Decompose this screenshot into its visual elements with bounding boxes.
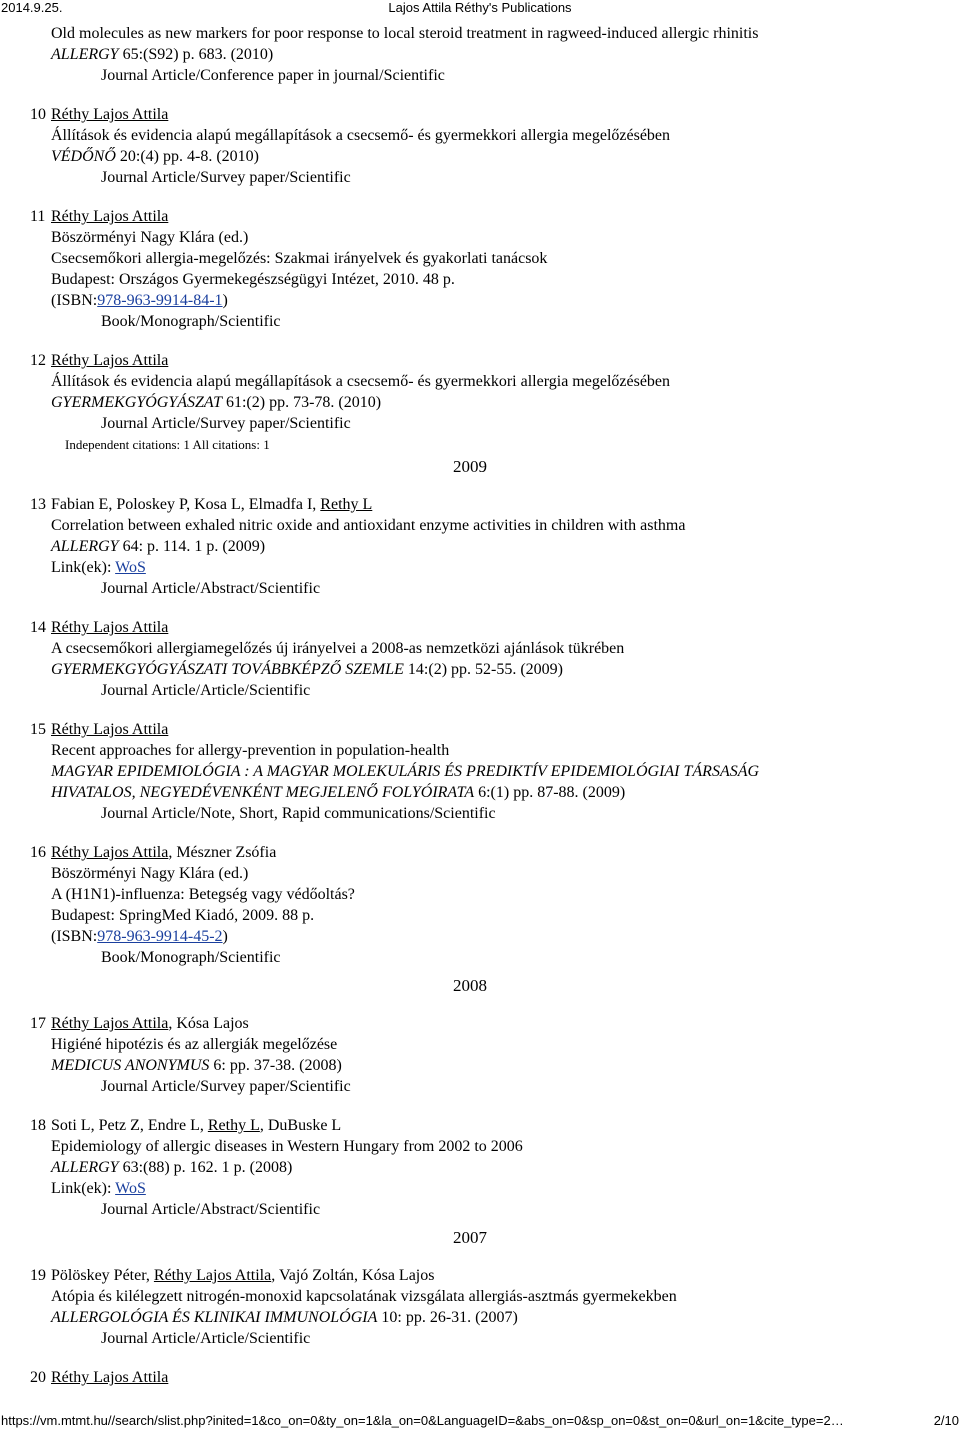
- page-number: 2/10: [933, 1413, 959, 1428]
- pub-number: 14: [30, 619, 46, 636]
- pub-title: Epidemiology of allergic diseases in Western Hungary from 2002 to 2006: [51, 1138, 523, 1155]
- pub-title: Állítások és evidencia alapú megállapítások a csecsemő- és gyermekkori allergia megelőzésében: [51, 127, 671, 144]
- pub-title: Correlation between exhaled nitric oxide and antioxidant enzyme activities in children with asthma: [51, 517, 686, 534]
- pub-details: 6:(1) pp. 87-88. (2009): [474, 784, 626, 801]
- pub-authors: [0, 842, 960, 863]
- isbn-suffix: ): [222, 292, 228, 309]
- publication-entry: [0, 1367, 960, 1388]
- author-names: , Kósa Lajos: [168, 1015, 249, 1032]
- pub-number: 18: [30, 1117, 46, 1134]
- publication-entry: [0, 617, 960, 701]
- pub-details: 61:(2) pp. 73-78. (2010): [221, 394, 382, 411]
- pub-authors: [0, 350, 960, 371]
- pub-number: 11: [30, 208, 46, 225]
- author-link[interactable]: Réthy Lajos Attila: [51, 844, 169, 861]
- pub-editor: Böszörményi Nagy Klára (ed.): [51, 865, 249, 882]
- pub-type: Journal Article/Abstract/Scientific: [101, 1201, 321, 1218]
- publication-entry: [0, 719, 960, 824]
- pub-journal: GYERMEKGYÓGYÁSZATI TOVÁBBKÉPZŐ SZEMLE: [51, 661, 404, 678]
- author-link[interactable]: Réthy Lajos Attila: [51, 106, 169, 123]
- pub-type: Journal Article/Survey paper/Scientific: [101, 169, 351, 186]
- publication-entry: [0, 104, 960, 188]
- publication-list: [0, 23, 960, 1388]
- author-names: Soti L, Petz Z, Endre L,: [51, 1117, 208, 1134]
- pub-publisher: Budapest: Országos Gyermekegészségügyi Intézet, 2010. 48 p.: [51, 271, 455, 288]
- pub-number: 10: [30, 106, 46, 123]
- pub-source: [0, 782, 960, 803]
- pub-journal: MAGYAR EPIDEMIOLÓGIA : A MAGYAR MOLEKULÁRIS ÉS PREDIKTÍV EPIDEMIOLÓGIAI TÁRSASÁG: [51, 763, 760, 780]
- pub-links: [0, 1178, 960, 1199]
- isbn-link[interactable]: 978-963-9914-84-1: [97, 292, 223, 309]
- pub-details: 63:(88) p. 162. 1 p. (2008): [118, 1159, 293, 1176]
- pub-source: [0, 146, 960, 167]
- pub-source: [0, 659, 960, 680]
- pub-isbn: [0, 926, 960, 947]
- pub-journal: ALLERGOLÓGIA ÉS KLINIKAI IMMUNOLÓGIA: [51, 1309, 378, 1326]
- pub-details: 6: pp. 37-38. (2008): [209, 1057, 342, 1074]
- author-link[interactable]: Réthy Lajos Attila: [51, 1369, 169, 1386]
- pub-journal: HIVATALOS, NEGYEDÉVENKÉNT MEGJELENŐ FOLYÓIRATA: [51, 784, 475, 801]
- author-names: , Mészner Zsófia: [168, 844, 277, 861]
- links-label: Link(ek):: [51, 1180, 116, 1197]
- pub-type: Journal Article/Note, Short, Rapid communications/Scientific: [101, 805, 496, 822]
- pub-authors: [0, 1265, 960, 1286]
- pub-isbn: [0, 290, 960, 311]
- citation-counts: Independent citations: 1 All citations: 1: [65, 437, 270, 452]
- wos-link[interactable]: WoS: [115, 1180, 146, 1197]
- pub-title: Old molecules as new markers for poor response to local steroid treatment in ragweed-induced allergic rhinitis: [51, 25, 759, 42]
- pub-authors: [0, 1367, 960, 1388]
- pub-type: Journal Article/Article/Scientific: [101, 1330, 311, 1347]
- publication-entry: [0, 350, 960, 455]
- pub-journal: GYERMEKGYÓGYÁSZAT: [51, 394, 222, 411]
- pub-source: [0, 1157, 960, 1178]
- isbn-suffix: ): [222, 928, 228, 945]
- author-names: , DuBuske L: [259, 1117, 342, 1134]
- pub-number: 17: [30, 1015, 46, 1032]
- pub-authors: [0, 1115, 960, 1136]
- publication-entry: [0, 206, 960, 332]
- wos-link[interactable]: WoS: [115, 559, 146, 576]
- pub-number: 15: [30, 721, 46, 738]
- author-link[interactable]: Réthy Lajos Attila: [51, 1015, 169, 1032]
- publication-entry: [0, 23, 960, 86]
- isbn-prefix: (ISBN:: [51, 292, 98, 309]
- page-title: Lajos Attila Réthy's Publications: [388, 0, 572, 15]
- pub-type: Journal Article/Abstract/Scientific: [101, 580, 321, 597]
- author-link[interactable]: Rethy L: [320, 496, 373, 513]
- pub-authors: [0, 494, 960, 515]
- publication-entry: [0, 1265, 960, 1349]
- year-heading: 2009: [453, 457, 487, 476]
- author-link[interactable]: Réthy Lajos Attila: [153, 1267, 272, 1284]
- pub-journal-line: [0, 761, 960, 782]
- pub-number: 16: [30, 844, 46, 861]
- author-link[interactable]: Réthy Lajos Attila: [51, 352, 169, 369]
- pub-number: 19: [30, 1267, 46, 1284]
- publication-entry: [0, 1013, 960, 1097]
- author-names: , Vajó Zoltán, Kósa Lajos: [271, 1267, 435, 1284]
- pub-publisher: Budapest: SpringMed Kiadó, 2009. 88 p.: [51, 907, 315, 924]
- pub-details: 65:(S92) p. 683. (2010): [118, 46, 274, 63]
- pub-title: Recent approaches for allergy-prevention in population-health: [51, 742, 450, 759]
- pub-number: 12: [30, 352, 46, 369]
- pub-authors: [0, 206, 960, 227]
- pub-source: [0, 392, 960, 413]
- pub-type: Journal Article/Conference paper in journal/Scientific: [101, 67, 445, 84]
- pub-source: [0, 536, 960, 557]
- pub-journal: ALLERGY: [51, 1159, 119, 1176]
- pub-authors: [0, 617, 960, 638]
- publication-entry: [0, 1115, 960, 1220]
- pub-authors: [0, 1013, 960, 1034]
- pub-authors: [0, 719, 960, 740]
- print-header: [0, 0, 960, 14]
- print-date: 2014.9.25.: [1, 0, 63, 15]
- year-heading: 2008: [453, 976, 487, 995]
- publication-entry: [0, 842, 960, 968]
- publication-entry: [0, 494, 960, 599]
- pub-journal: ALLERGY: [51, 46, 119, 63]
- isbn-link[interactable]: 978-963-9914-45-2: [97, 928, 223, 945]
- pub-editor: Böszörményi Nagy Klára (ed.): [51, 229, 249, 246]
- pub-details: 14:(2) pp. 52-55. (2009): [403, 661, 564, 678]
- year-heading: 2007: [453, 1228, 487, 1247]
- pub-title: Atópia és kilélegzett nitrogén-monoxid kapcsolatának vizsgálata allergiás-asztmás gyermekekben: [51, 1288, 677, 1305]
- pub-journal: MEDICUS ANONYMUS: [51, 1057, 210, 1074]
- pub-type: Journal Article/Article/Scientific: [101, 682, 311, 699]
- page-url: https://vm.mtmt.hu//search/slist.php?inited=1&co_on=0&ty_on=1&la_on=0&LanguageID=&abs_on=0&sp_on=0&st_on=0&url_on=1&cite_type=2…: [1, 1413, 844, 1428]
- author-link[interactable]: Réthy Lajos Attila: [51, 208, 169, 225]
- pub-title: Higiéné hipotézis és az allergiák megelőzése: [51, 1036, 338, 1053]
- print-footer: [0, 1413, 960, 1427]
- pub-title: Állítások és evidencia alapú megállapítások a csecsemő- és gyermekkori allergia megelőzésében: [51, 373, 671, 390]
- author-link[interactable]: Réthy Lajos Attila: [51, 619, 169, 636]
- pub-type: Journal Article/Survey paper/Scientific: [101, 415, 351, 432]
- pub-number: 13: [30, 496, 46, 513]
- links-label: Link(ek):: [51, 559, 116, 576]
- pub-title: Csecsemőkori allergia-megelőzés: Szakmai irányelvek és gyakorlati tanácsok: [51, 250, 548, 267]
- pub-title: A csecsemőkori allergiamegelőzés új irányelvei a 2008-as nemzetközi ajánlások tükrében: [51, 640, 625, 657]
- pub-details: 10: pp. 26-31. (2007): [377, 1309, 518, 1326]
- pub-details: 64: p. 114. 1 p. (2009): [118, 538, 266, 555]
- pub-source: [0, 1307, 960, 1328]
- pub-number: 20: [30, 1369, 46, 1386]
- pub-journal: VÉDŐNŐ: [51, 148, 116, 165]
- pub-authors: [0, 104, 960, 125]
- author-link[interactable]: Réthy Lajos Attila: [51, 721, 169, 738]
- pub-title: A (H1N1)-influenza: Betegség vagy védőoltás?: [51, 886, 355, 903]
- pub-type: Journal Article/Survey paper/Scientific: [101, 1078, 351, 1095]
- pub-source: [0, 1055, 960, 1076]
- pub-type: Book/Monograph/Scientific: [101, 949, 281, 966]
- pub-links: [0, 557, 960, 578]
- author-names: Pölöskey Péter,: [51, 1267, 154, 1284]
- author-link[interactable]: Rethy L: [207, 1117, 260, 1134]
- pub-type: Book/Monograph/Scientific: [101, 313, 281, 330]
- pub-details: 20:(4) pp. 4-8. (2010): [115, 148, 259, 165]
- isbn-prefix: (ISBN:: [51, 928, 98, 945]
- pub-source: [0, 44, 960, 65]
- pub-journal: ALLERGY: [51, 538, 119, 555]
- author-names: Fabian E, Poloskey P, Kosa L, Elmadfa I,: [51, 496, 321, 513]
